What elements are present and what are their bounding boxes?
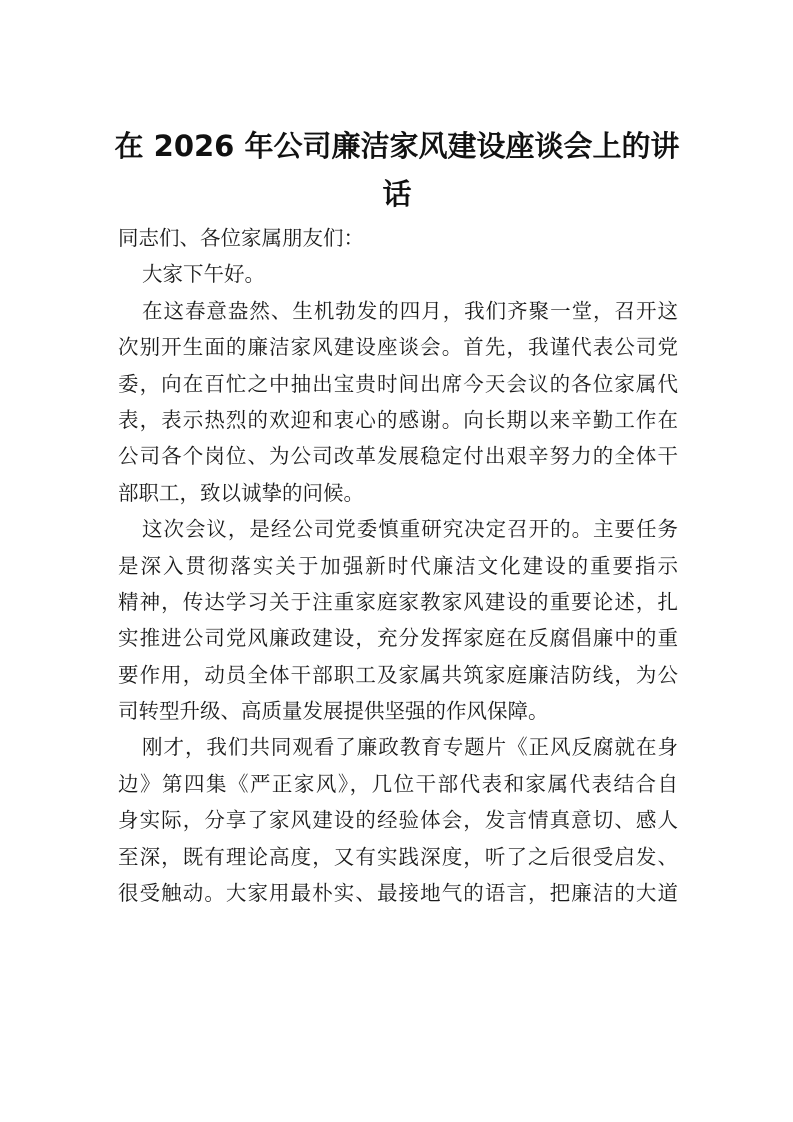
paragraph-line: 这次会议，是经公司党委慎重研究决定召开的。主要任务 [142,517,678,542]
title-line-2: 话 [382,177,412,211]
paragraph-line: 很受触动。大家用最朴实、最接地气的语言，把廉洁的大道 [118,881,678,906]
salutation-text: 同志们、各位家属朋友们： [118,226,364,250]
salutation [118,220,678,256]
document-body [118,220,678,911]
paragraph-line: 精神，传达学习关于注重家庭家教家风建设的重要论述，扎 [118,589,678,614]
paragraph-line: 公司各个岗位、为公司改革发展稳定付出艰辛努力的全体干 [118,444,678,469]
paragraph-line: 司转型升级、高质量发展提供坚强的作风保障。 [118,699,549,724]
document-title [112,122,682,218]
paragraph-line: 要作用，动员全体干部职工及家属共筑家庭廉洁防线，为公 [118,662,678,687]
paragraph-2 [118,511,678,729]
paragraph-line: 次别开生面的廉洁家风建设座谈会。首先，我谨代表公司党 [118,335,678,360]
greeting [118,256,678,292]
paragraph-line: 委，向在百忙之中抽出宝贵时间出席今天会议的各位家属代 [118,371,678,396]
title-line-1: 在 2026 年公司廉洁家风建设座谈会上的讲 [114,129,680,163]
greeting-text: 大家下午好。 [142,262,265,287]
paragraph-line: 实推进公司党风廉政建设，充分发挥家庭在反腐倡廉中的重 [118,626,678,651]
paragraph-line: 在这春意盎然、生机勃发的四月，我们齐聚一堂，召开这 [142,298,678,323]
paragraph-line: 身实际，分享了家风建设的经验体会，发言情真意切、感人 [118,808,678,833]
paragraph-line: 部职工，致以诚挚的问候。 [118,480,364,505]
paragraph-line: 表，表示热烈的欢迎和衷心的感谢。向长期以来辛勤工作在 [118,407,678,432]
paragraph-line: 刚才，我们共同观看了廉政教育专题片《正风反腐就在身 [142,735,678,760]
paragraph-line: 至深，既有理论高度，又有实践深度，听了之后很受启发、 [118,844,678,869]
paragraph-3 [118,729,678,911]
paragraph-line: 边》第四集《严正家风》，几位干部代表和家属代表结合自 [118,771,678,796]
paragraph-line: 是深入贯彻落实关于加强新时代廉洁文化建设的重要指示 [118,553,678,578]
paragraph-1 [118,293,678,511]
